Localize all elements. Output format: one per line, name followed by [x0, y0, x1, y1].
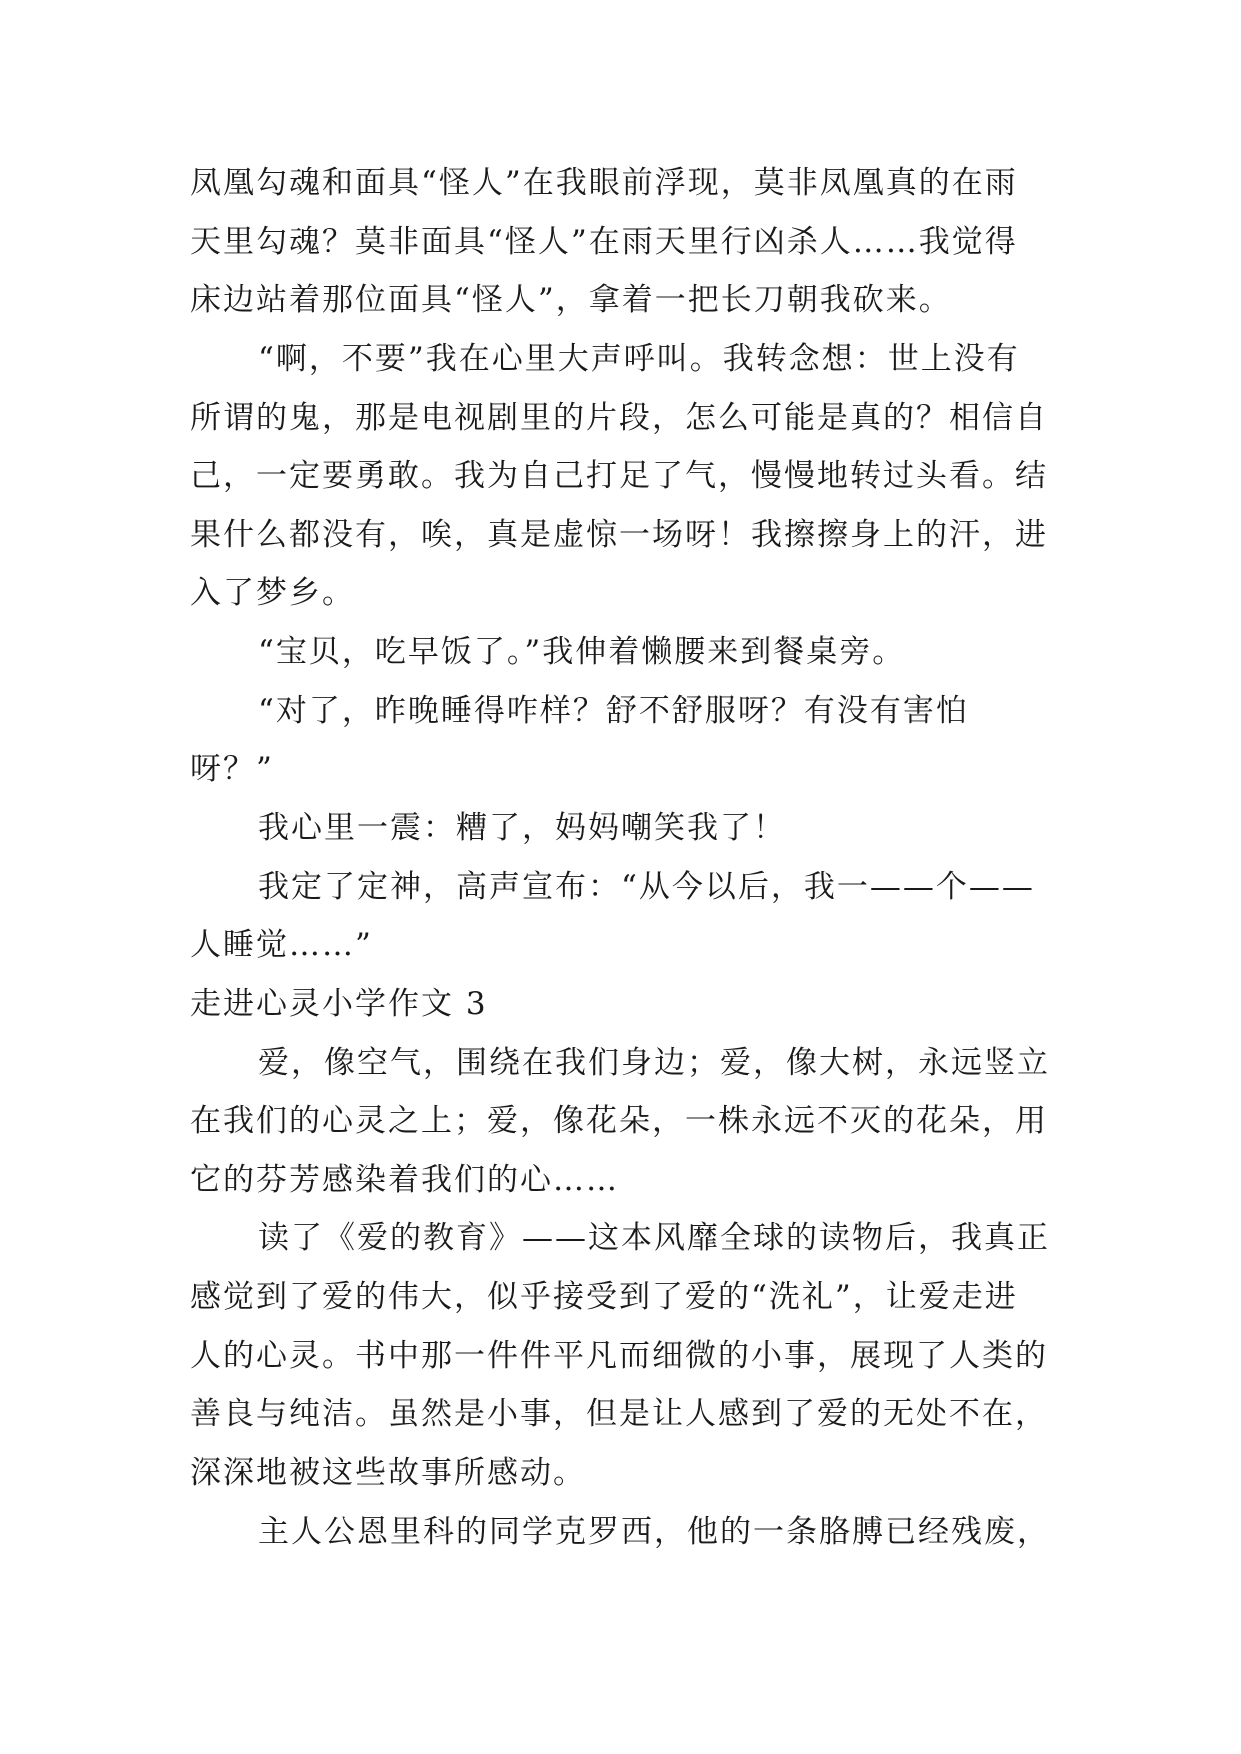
text-line: 感觉到了爱的伟大，似乎接受到了爱的“洗礼”，让爱走进: [190, 1279, 1018, 1315]
text-line: 读了《爱的教育》——这本风靡全球的读物后，我真正: [258, 1220, 1050, 1256]
text-line: 所谓的鬼，那是电视剧里的片段，怎么可能是真的？相信自: [190, 400, 1048, 436]
text-line: 在我们的心灵之上；爱，像花朵，一株永远不灭的花朵，用: [190, 1103, 1048, 1139]
text-line: 爱，像空气，围绕在我们身边；爱，像大树，永远竖立: [258, 1045, 1050, 1081]
text-line: 天里勾魂？莫非面具“怪人”在雨天里行凶杀人……我觉得: [190, 224, 1018, 260]
section-heading: 走进心灵小学作文 3: [190, 986, 488, 1022]
text-line: 己，一定要勇敢。我为自己打足了气，慢慢地转过头看。结: [190, 458, 1048, 494]
text-line: 呀？”: [190, 751, 274, 787]
text-line: 果什么都没有，唉，真是虚惊一场呀！我擦擦身上的汗，进: [190, 517, 1048, 553]
text-line: 人的心灵。书中那一件件平凡而细微的小事，展现了人类的: [190, 1338, 1048, 1374]
text-line: 深深地被这些故事所感动。: [190, 1455, 586, 1491]
text-line: 我定了定神，高声宣布：“从今以后，我一——个——: [258, 869, 1035, 905]
text-line: 人睡觉……”: [190, 927, 373, 963]
text-line: “对了，昨晚睡得咋样？舒不舒服呀？有没有害怕: [258, 693, 969, 729]
text-line: 床边站着那位面具“怪人”，拿着一把长刀朝我砍来。: [190, 282, 952, 318]
text-line: 善良与纯洁。虽然是小事，但是让人感到了爱的无处不在，: [190, 1396, 1048, 1432]
text-line: 我心里一震：糟了，妈妈嘲笑我了！: [258, 810, 786, 846]
text-line: 主人公恩里科的同学克罗西，他的一条胳膊已经残废，: [258, 1514, 1050, 1550]
text-line: 它的芬芳感染着我们的心……: [190, 1162, 619, 1198]
text-line: “宝贝，吃早饭了。”我伸着懒腰来到餐桌旁。: [258, 634, 906, 670]
text-line: “啊，不要”我在心里大声呼叫。我转念想：世上没有: [258, 341, 1020, 377]
text-line: 凤凰勾魂和面具“怪人”在我眼前浮现，莫非凤凰真的在雨: [190, 165, 1018, 201]
text-line: 入了梦乡。: [190, 575, 355, 611]
